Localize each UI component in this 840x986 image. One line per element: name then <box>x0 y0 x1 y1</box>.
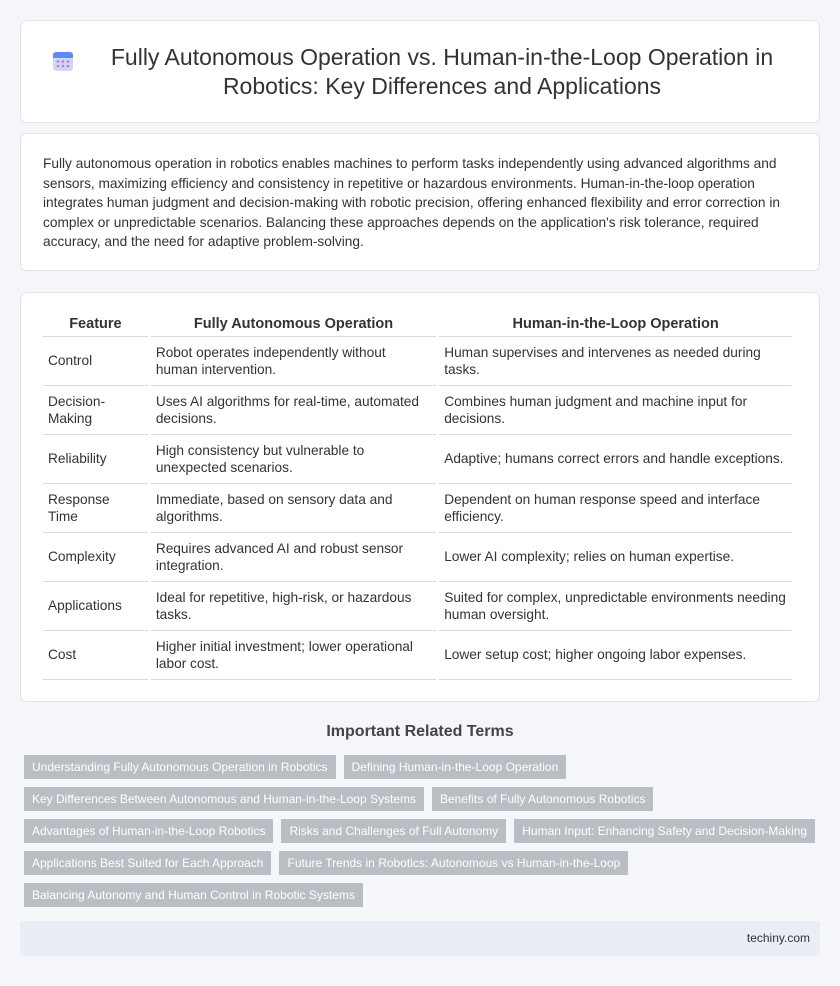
related-terms-row <box>24 787 824 811</box>
header-feature: Feature <box>43 311 148 337</box>
row-autonomous: Requires advanced AI and robust sensor integration. <box>151 533 436 582</box>
row-autonomous: Immediate, based on sensory data and algorithms. <box>151 484 436 533</box>
page-title: Fully Autonomous Operation vs. Human-in-the-Loop Operation in Robotics: Key Differences and Applications <box>110 43 774 99</box>
table-row <box>43 386 792 435</box>
related-terms-row <box>24 819 824 843</box>
row-human-in-loop: Suited for complex, unpredictable environments needing human oversight. <box>439 582 792 631</box>
intro-card <box>20 133 820 271</box>
related-term-link[interactable]: Applications Best Suited for Each Approach <box>24 851 271 875</box>
table-row <box>43 533 792 582</box>
related-term-link[interactable]: Risks and Challenges of Full Autonomy <box>281 819 506 843</box>
row-human-in-loop: Lower setup cost; higher ongoing labor expenses. <box>439 631 792 680</box>
row-human-in-loop: Lower AI complexity; relies on human expertise. <box>439 533 792 582</box>
table-row <box>43 582 792 631</box>
row-human-in-loop: Combines human judgment and machine input for decisions. <box>439 386 792 435</box>
related-term-link[interactable]: Understanding Fully Autonomous Operation in Robotics <box>24 755 336 779</box>
intro-paragraph: Fully autonomous operation in robotics enables machines to perform tasks independently using advanced algorithms and sensors, maximizing efficiency and consistency in repetitive or hazardous environments. Human-in-the-loop operation integrates human judgment and decision-making with robotic precision, offering enhanced flexibility and error correction in complex or unpredictable scenarios. Balancing these approaches depends on the application's risk tolerance, required accuracy, and the need for adaptive problem-solving. <box>43 156 780 250</box>
table-row <box>43 435 792 484</box>
related-term-link[interactable]: Defining Human-in-the-Loop Operation <box>344 755 567 779</box>
row-human-in-loop: Dependent on human response speed and interface efficiency. <box>439 484 792 533</box>
row-feature: Response Time <box>43 484 148 533</box>
row-autonomous: Uses AI algorithms for real-time, automated decisions. <box>151 386 436 435</box>
related-terms-row <box>24 851 824 875</box>
header-human-in-loop: Human-in-the-Loop Operation <box>439 311 792 337</box>
related-terms <box>24 755 824 915</box>
row-autonomous: Higher initial investment; lower operational labor cost. <box>151 631 436 680</box>
related-term-link[interactable]: Key Differences Between Autonomous and Human-in-the-Loop Systems <box>24 787 424 811</box>
related-term-link[interactable]: Future Trends in Robotics: Autonomous vs Human-in-the-Loop <box>279 851 628 875</box>
related-term-link[interactable]: Benefits of Fully Autonomous Robotics <box>432 787 653 811</box>
calendar-icon <box>51 49 75 73</box>
row-feature: Cost <box>43 631 148 680</box>
title-card <box>20 20 820 123</box>
row-feature: Reliability <box>43 435 148 484</box>
row-autonomous: Ideal for repetitive, high-risk, or hazardous tasks. <box>151 582 436 631</box>
related-term-link[interactable]: Human Input: Enhancing Safety and Decision-Making <box>514 819 815 843</box>
row-feature: Complexity <box>43 533 148 582</box>
row-human-in-loop: Human supervises and intervenes as needed during tasks. <box>439 337 792 386</box>
footer-site-name[interactable]: techiny.com <box>746 931 810 945</box>
comparison-card <box>20 292 820 702</box>
row-feature: Decision-Making <box>43 386 148 435</box>
related-term-link[interactable]: Advantages of Human-in-the-Loop Robotics <box>24 819 273 843</box>
header-autonomous: Fully Autonomous Operation <box>151 311 436 337</box>
row-autonomous: High consistency but vulnerable to unexpected scenarios. <box>151 435 436 484</box>
table-header-row <box>43 311 792 337</box>
related-term-link[interactable]: Balancing Autonomy and Human Control in Robotic Systems <box>24 883 363 907</box>
table-row <box>43 484 792 533</box>
comparison-table <box>40 311 795 680</box>
related-terms-row <box>24 755 824 779</box>
row-human-in-loop: Adaptive; humans correct errors and handle exceptions. <box>439 435 792 484</box>
row-feature: Applications <box>43 582 148 631</box>
related-terms-heading: Important Related Terms <box>326 723 514 740</box>
table-row <box>43 337 792 386</box>
row-autonomous: Robot operates independently without human intervention. <box>151 337 436 386</box>
related-terms-row <box>24 883 824 907</box>
table-row <box>43 631 792 680</box>
footer <box>20 921 820 956</box>
row-feature: Control <box>43 337 148 386</box>
